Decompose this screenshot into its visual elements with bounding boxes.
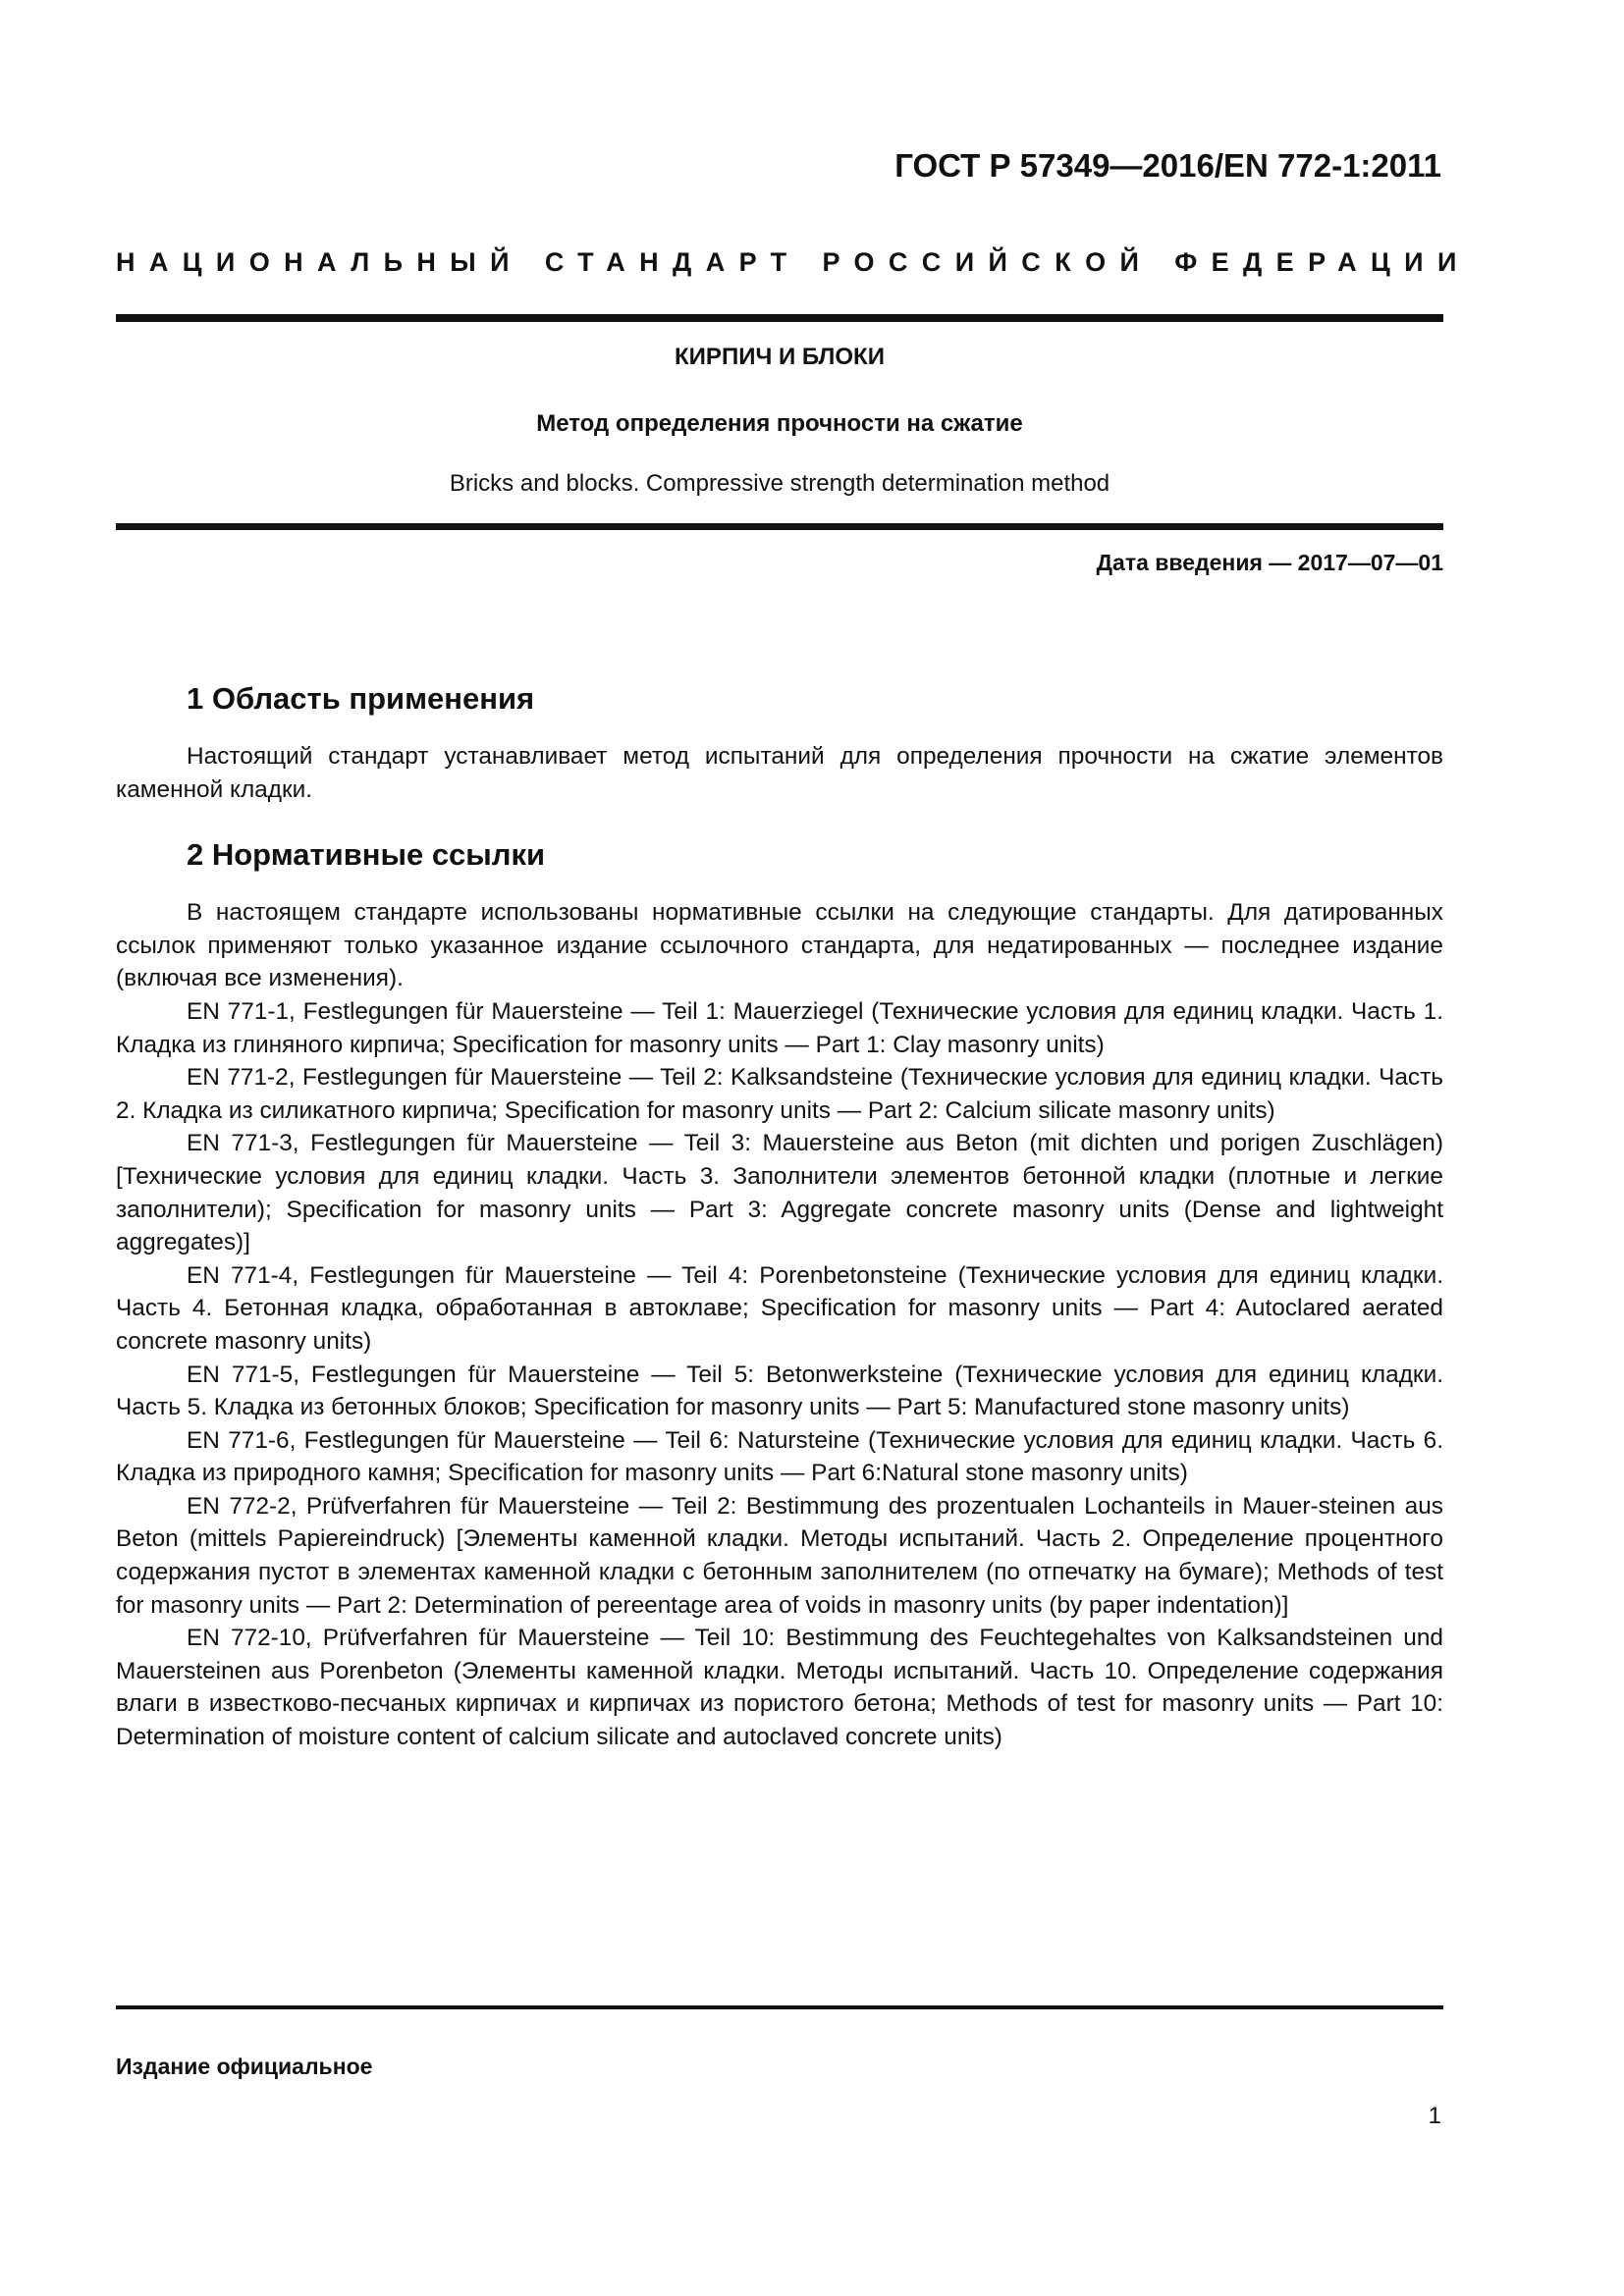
section-paragraph: В настоящем стандарте использованы нормативные ссылки на следующие стандарты. Для датированных ссылок применяют только указанное издание ссылочного стандарта, для недатированных — последнее издание (включая все изменения). — [116, 899, 1443, 992]
reference-item: EN 771-2, Festlegungen für Mauersteine — Teil 2: Kalksandsteine (Технические условия для единиц кладки. Часть 2. Кладка из силикатного кирпича; Specification for masonry units — Part 2: Calcium silicate masonry units) — [116, 1064, 1443, 1124]
reference-item: EN 772-10, Prüfverfahren für Mauersteine — Teil 10: Bestimmung des Feuchtegehaltes von Kalksandsteinen und Mauersteinen aus Porenbeton (Элементы каменной кладки. Методы испытаний. Часть 10. Определение содержания влаги в известково-песчаных кирпичах и кирпичах из пористого бетона; Methods of test for masonry units — Part 10: Determination of moisture content of calcium silicate and autoclaved concrete units) — [116, 1625, 1443, 1751]
reference-item: EN 771-3, Festlegungen für Mauersteine — Teil 3: Mauersteine aus Beton (mit dichten und porigen Zuschlägen) [Технические условия для единиц кладки. Часть 3. Заполнители элементов бетонной кладки (плотные и легкие заполнители); Specification for masonry units — Part 3: Aggregate concrete masonry units (Dense and lightweight aggregates)] — [116, 1130, 1443, 1256]
reference-item: EN 771-4, Festlegungen für Mauersteine — Teil 4: Porenbetonsteine (Технические условия для единиц кладки. Часть 4. Бетонная кладка, обработанная в автоклаве; Specification for masonry units — Part 4: Autoclared aerated concrete masonry units) — [116, 1261, 1443, 1355]
document-title: КИРПИЧ И БЛОКИ — [675, 344, 885, 370]
page-number: 1 — [1428, 2103, 1441, 2129]
document-body — [116, 677, 1443, 1754]
title-divider — [116, 523, 1443, 530]
section-paragraph: Настоящий стандарт устанавливает метод испытаний для определения прочности на сжатие элементов каменной кладки. — [116, 743, 1443, 803]
footer-divider — [116, 2005, 1443, 2009]
document-title-english: Bricks and blocks. Compressive strength determination method — [449, 470, 1110, 497]
official-edition-label: Издание официальное — [116, 2054, 373, 2079]
section-heading: 1 Область применения — [187, 681, 535, 716]
national-standard-banner: НАЦИОНАЛЬНЫЙ СТАНДАРТ РОССИЙСКОЙ ФЕДЕРАЦИИ — [116, 247, 1471, 277]
section-scope — [116, 677, 1443, 806]
section-normative-references — [116, 833, 1443, 1753]
reference-item: EN 771-6, Festlegungen für Mauersteine — Teil 6: Natursteine (Технические условия для единиц кладки. Часть 6. Кладка из природного камня; Specification for masonry units — Part 6:Natural stone masonry units) — [116, 1426, 1443, 1487]
reference-item: EN 771-5, Festlegungen für Mauersteine — Teil 5: Betonwerksteine (Технические условия для единиц кладки. Часть 5. Кладка из бетонных блоков; Specification for masonry units — Part 5: Manufactured stone masonry units) — [116, 1361, 1443, 1421]
introduction-date: Дата введения — 2017—07—01 — [1096, 550, 1443, 575]
document-subtitle: Метод определения прочности на сжатие — [536, 410, 1023, 437]
section-heading: 2 Нормативные ссылки — [187, 837, 546, 873]
document-code: ГОСТ Р 57349—2016/EN 772-1:2011 — [894, 147, 1441, 184]
reference-item: EN 771-1, Festlegungen für Mauersteine — Teil 1: Mauerziegel (Технические условия для единиц кладки. Часть 1. Кладка из глиняного кирпича; Specification for masonry units — Part 1: Clay masonry units) — [116, 997, 1443, 1058]
reference-item: EN 772-2, Prüfverfahren für Mauersteine — Teil 2: Bestimmung des prozentualen Lochanteils in Mauer-steinen aus Beton (mittels Papiereindruck) [Элементы каменной кладки. Методы испытаний. Часть 2. Определение процентного содержания пустот в элементах каменной кладки с бетонным заполнителем (по отпечатку на бумаге); Methods of test for masonry units — Part 2: Determination of pereentage area of voids in masonry units (by paper indentation)] — [116, 1492, 1443, 1619]
top-divider — [116, 314, 1443, 322]
